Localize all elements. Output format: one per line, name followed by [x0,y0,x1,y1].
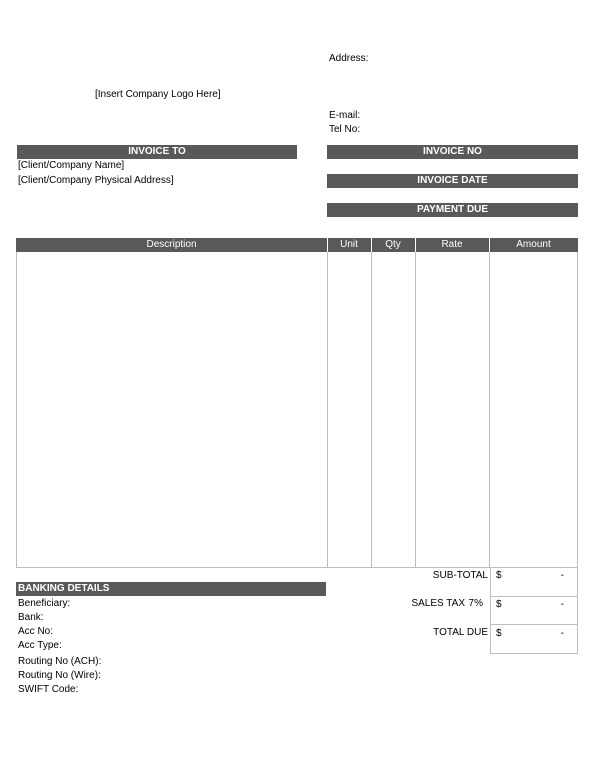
sales-tax-rate: 7% [468,598,483,609]
payment-due-bar: PAYMENT DUE [327,203,578,217]
banking-field: Routing No (Wire): [18,670,101,681]
banking-field: Acc No: [18,626,54,637]
tel-label: Tel No: [329,124,361,135]
col-amount: Amount [516,239,551,250]
col-description: Description [146,239,197,250]
total-due-label: TOTAL DUE [433,627,488,638]
sales-tax-label: SALES TAX [411,598,465,609]
client-name: [Client/Company Name] [18,160,125,171]
col-unit: Unit [340,239,358,250]
address-label: Address: [329,53,369,64]
banking-field: Acc Type: [18,640,62,651]
banking-details-heading: BANKING DETAILS [16,582,326,596]
client-address: [Client/Company Physical Address] [18,175,174,186]
subtotal-value: - [560,570,564,581]
banking-field: Routing No (ACH): [18,656,102,667]
invoice-no-bar: INVOICE NO [327,145,578,159]
items-table [16,238,578,568]
banking-field: SWIFT Code: [18,684,79,695]
subtotal-row [490,568,578,596]
total-due-value: - [560,628,564,639]
total-due-row [490,626,578,654]
invoice-date-bar: INVOICE DATE [327,174,578,188]
col-divider [371,252,372,567]
col-divider [327,252,328,567]
subtotal-label: SUB-TOTAL [432,570,488,581]
col-rate: Rate [441,239,463,250]
banking-field: Bank: [18,612,44,623]
currency-symbol: $ [496,628,502,639]
invoice-to-heading: INVOICE TO [17,145,297,159]
currency-symbol: $ [496,570,502,581]
email-label: E-mail: [329,110,361,121]
col-divider [415,252,416,567]
col-divider [489,252,490,567]
currency-symbol: $ [496,599,502,610]
sales-tax-row [490,597,578,625]
sales-tax-value: - [560,599,564,610]
col-qty: Qty [385,239,401,250]
banking-field: Beneficiary: [18,598,71,609]
items-table-header [16,238,578,252]
logo-placeholder: [Insert Company Logo Here] [95,89,221,100]
